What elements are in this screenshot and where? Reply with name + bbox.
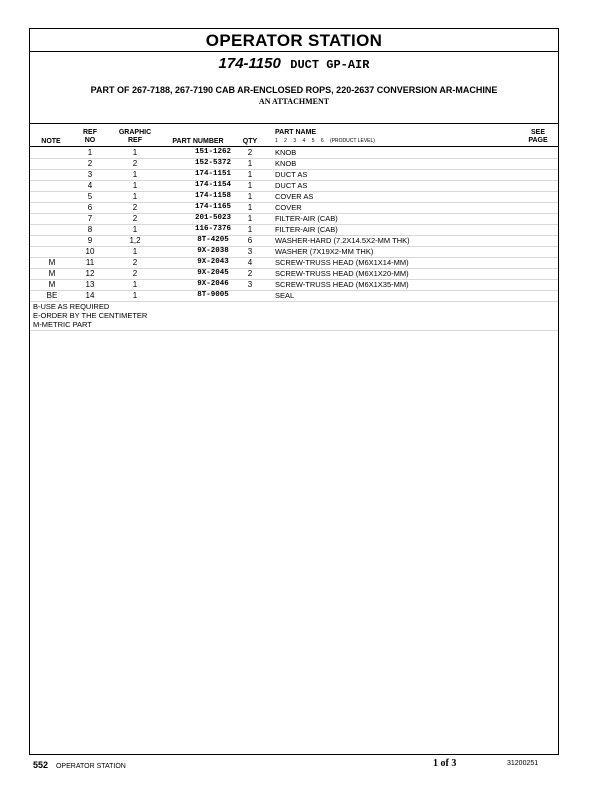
row-part-number: 174-1154 — [194, 181, 231, 189]
page-frame — [29, 28, 559, 755]
header-part-name: PART NAME — [275, 129, 317, 136]
legend-item: M-METRIC PART — [33, 320, 92, 329]
row-qty: 1 — [247, 159, 253, 168]
row-ref-no: 11 — [85, 258, 95, 267]
product-levels — [275, 138, 380, 144]
group-heading — [30, 55, 558, 73]
row-graphic-ref: 2 — [132, 203, 138, 212]
row-part-number: 201-5023 — [194, 214, 231, 222]
row-part-name: FILTER-AIR (CAB) — [275, 214, 338, 223]
group-part-name: DUCT GP-AIR — [290, 58, 370, 72]
header-graphic-line2: REF — [128, 137, 142, 144]
row-part-number: 174-1158 — [194, 192, 231, 200]
header-ref-line1: REF — [83, 129, 97, 136]
row-part-number: 9X-2038 — [197, 247, 229, 255]
row-ref-no: 7 — [87, 214, 93, 223]
row-part-name: SCREW-TRUSS HEAD (M6X1X14-MM) — [275, 258, 409, 267]
row-part-name: COVER AS — [275, 192, 314, 201]
page-title: OPERATOR STATION — [205, 31, 383, 50]
row-graphic-ref: 1 — [132, 192, 138, 201]
group-part-number: 174-1150 — [218, 55, 281, 72]
row-qty: 2 — [247, 148, 253, 157]
row-part-number: 116-7376 — [194, 225, 231, 233]
row-part-number: 174-1151 — [194, 170, 231, 178]
header-graphic-line1: GRAPHIC — [118, 129, 152, 136]
row-qty: 1 — [247, 214, 253, 223]
row-qty: 3 — [247, 247, 253, 256]
row-graphic-ref: 1 — [132, 148, 138, 157]
row-note: M — [48, 269, 56, 278]
row-part-name: KNOB — [275, 159, 297, 168]
row-ref-no: 6 — [87, 203, 93, 212]
row-ref-no: 9 — [87, 236, 93, 245]
header-ref-line2: NO — [84, 137, 96, 144]
row-ref-no: 14 — [85, 291, 95, 300]
row-graphic-ref: 2 — [132, 269, 138, 278]
row-ref-no: 5 — [87, 192, 93, 201]
row-part-number: 9X-2046 — [197, 280, 229, 288]
level-4: 4 — [302, 138, 306, 144]
row-part-name: SCREW-TRUSS HEAD (M6X1X20-MM) — [275, 269, 409, 278]
header-qty: QTY — [242, 138, 258, 145]
footer-section: OPERATOR STATION — [55, 763, 126, 770]
legend-divider — [30, 330, 558, 331]
row-graphic-ref: 1 — [132, 181, 138, 190]
table-row — [30, 290, 558, 302]
row-ref-no: 13 — [85, 280, 95, 289]
footer-page-number: 552 — [33, 760, 49, 770]
level-1: 1 — [275, 138, 278, 144]
part-of-text: PART OF 267-7188, 267-7190 CAB AR-ENCLOSED ROPS, 220-2637 CONVERSION AR-MACHINE — [90, 85, 498, 95]
header-note: NOTE — [41, 138, 61, 145]
row-note: M — [48, 258, 56, 267]
header-graphic-ref — [114, 129, 156, 145]
row-part-name: SCREW-TRUSS HEAD (M6X1X35-MM) — [275, 280, 409, 289]
row-qty: 3 — [247, 280, 253, 289]
header-see-line2: PAGE — [528, 137, 548, 144]
row-qty: 1 — [247, 225, 253, 234]
row-ref-no: 12 — [85, 269, 95, 278]
row-qty: 2 — [247, 269, 253, 278]
header-top-divider — [30, 123, 558, 124]
row-part-number: 174-1165 — [194, 203, 231, 211]
row-note: M — [48, 280, 56, 289]
legend-item: E-ORDER BY THE CENTIMETER — [33, 311, 148, 320]
row-note: BE — [46, 291, 58, 300]
row-ref-no: 3 — [87, 170, 93, 179]
row-qty: 1 — [247, 192, 253, 201]
level-2: 2 — [284, 138, 287, 144]
row-qty: 1 — [247, 181, 253, 190]
header-see-line1: SEE — [530, 129, 545, 136]
footer-doc-id: 31200251 — [507, 760, 539, 767]
row-ref-no: 2 — [87, 159, 93, 168]
row-part-number: 152-5372 — [194, 159, 231, 167]
row-graphic-ref: 1 — [132, 291, 138, 300]
row-part-number: 151-1262 — [194, 148, 231, 156]
row-qty: 6 — [247, 236, 253, 245]
row-graphic-ref: 1 — [132, 170, 138, 179]
row-graphic-ref: 1 — [132, 280, 138, 289]
footer-left — [33, 760, 126, 770]
row-ref-no: 8 — [87, 225, 93, 234]
row-part-name: WASHER-HARD (7.2X14.5X2-MM THK) — [275, 236, 410, 245]
row-part-number: 9X-2045 — [197, 269, 229, 277]
row-qty: 1 — [247, 203, 253, 212]
level-3: 3 — [293, 138, 297, 144]
row-graphic-ref: 1 — [132, 225, 138, 234]
row-graphic-ref: 2 — [132, 214, 138, 223]
title-divider — [30, 51, 558, 52]
row-part-name: COVER — [275, 203, 302, 212]
row-graphic-ref: 2 — [132, 159, 138, 168]
row-part-name: WASHER (7X19X2-MM THK) — [275, 247, 374, 256]
row-part-number: 8T-9005 — [197, 291, 229, 299]
row-qty: 1 — [247, 170, 253, 179]
row-part-name: DUCT AS — [275, 181, 308, 190]
row-part-name: KNOB — [275, 148, 297, 157]
level-6: 6 — [320, 138, 324, 144]
footer-page-of: 1 of 3 — [433, 758, 457, 769]
row-part-number: 8T-4205 — [197, 236, 229, 244]
row-graphic-ref: 1,2 — [129, 236, 141, 245]
row-part-name: SEAL — [275, 291, 295, 300]
legend — [33, 302, 147, 329]
header-see-page — [525, 129, 551, 145]
header-part-number: PART NUMBER — [172, 138, 224, 145]
product-level-label: (PRODUCT LEVEL) — [330, 138, 375, 144]
row-ref-no: 4 — [87, 181, 93, 190]
row-graphic-ref: 2 — [132, 258, 138, 267]
row-part-name: DUCT AS — [275, 170, 308, 179]
row-part-number: 9X-2043 — [197, 258, 229, 266]
row-part-name: FILTER-AIR (CAB) — [275, 225, 338, 234]
row-graphic-ref: 1 — [132, 247, 138, 256]
row-qty: 4 — [247, 258, 253, 267]
level-5: 5 — [311, 138, 315, 144]
legend-item: B-USE AS REQUIRED — [33, 302, 110, 311]
row-ref-no: 10 — [85, 247, 95, 256]
header-ref-no — [78, 129, 102, 145]
row-ref-no: 1 — [87, 148, 93, 157]
attachment-text: AN ATTACHMENT — [258, 97, 330, 106]
